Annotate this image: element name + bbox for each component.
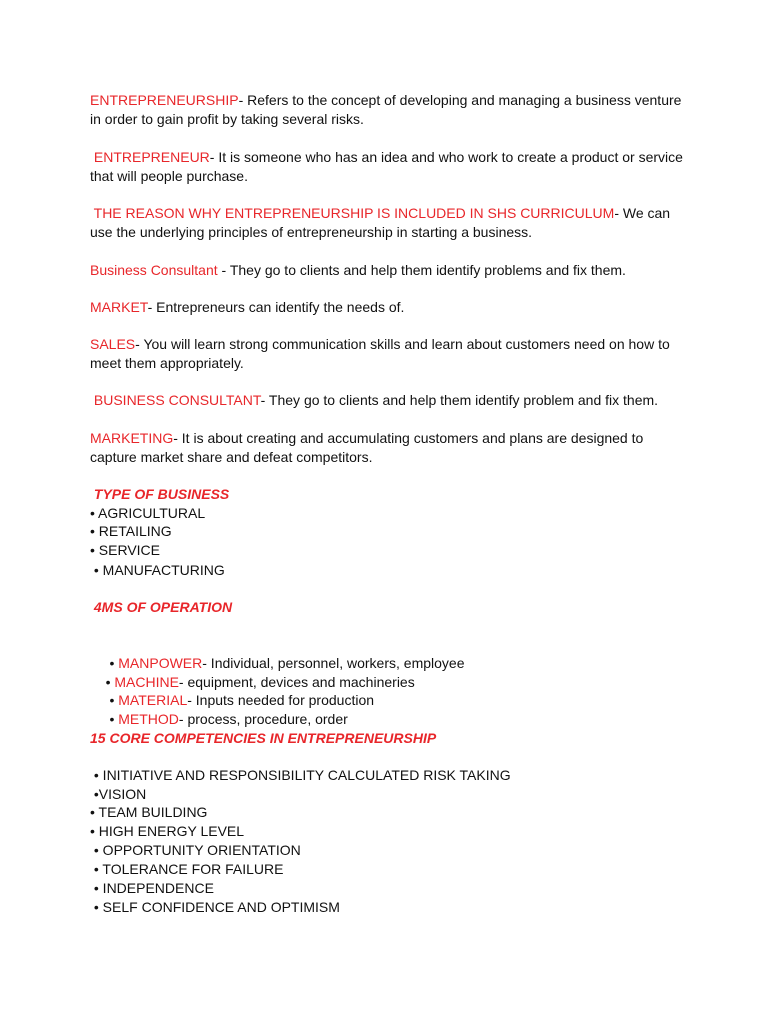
- list-item: • TEAM BUILDING: [90, 804, 208, 820]
- definition-continuation: meet them appropriately.: [90, 355, 244, 371]
- list-item: • RETAILING: [90, 523, 172, 539]
- term-label: SALES: [90, 336, 136, 352]
- term-label: MATERIAL: [118, 692, 188, 708]
- list-item: • SERVICE: [90, 542, 160, 558]
- definition-text: - Entrepreneurs can identify the needs of.: [147, 299, 405, 315]
- list-item: • INITIATIVE AND RESPONSIBILITY CALCULATED RISK TAKING: [90, 767, 511, 783]
- definition-text: - Refers to the concept of developing and managing a business venture: [238, 92, 682, 108]
- definition-text: - equipment, devices and machineries: [178, 674, 415, 690]
- term-label: METHOD: [118, 711, 179, 727]
- definition-text: - It is someone who has an idea and who work to create a product or service: [209, 149, 683, 165]
- section-heading-4ms: 4MS OF OPERATION: [90, 599, 233, 615]
- term-label: MANPOWER: [118, 655, 203, 671]
- list-item: • SELF CONFIDENCE AND OPTIMISM: [90, 899, 340, 915]
- term-label: MARKETING: [90, 430, 174, 446]
- definition-continuation: in order to gain profit by taking several risks.: [90, 111, 364, 127]
- term-label: BUSINESS CONSULTANT: [90, 392, 261, 408]
- definition-text: - Individual, personnel, workers, employee: [202, 655, 465, 671]
- definition-text: - You will learn strong communication skills and learn about customers need on how to: [135, 336, 670, 352]
- definition-reason-shs: [90, 204, 670, 223]
- list-item: • AGRICULTURAL: [90, 505, 206, 521]
- definition-business-consultant: [90, 261, 626, 280]
- section-heading-type-of-business: TYPE OF BUSINESS: [90, 486, 230, 502]
- definition-business-consultant-2: [90, 391, 658, 410]
- definition-text: - It is about creating and accumulating customers and plans are designed to: [173, 430, 644, 446]
- list-item: • HIGH ENERGY LEVEL: [90, 823, 245, 839]
- list-item-material: [90, 672, 375, 708]
- list-item-method: [90, 691, 348, 727]
- definition-continuation: capture market share and defeat competitors.: [90, 449, 373, 465]
- list-item: • MANUFACTURING: [90, 562, 225, 578]
- list-item: •VISION: [90, 786, 147, 802]
- definition-text: - They go to clients and help them identify problem and fix them.: [260, 392, 659, 408]
- definition-text: - We can: [614, 205, 671, 221]
- bullet: •: [105, 692, 119, 708]
- list-item: • OPPORTUNITY ORIENTATION: [90, 842, 301, 858]
- definition-entrepreneurship: [90, 91, 681, 110]
- definition-text: - Inputs needed for production: [187, 692, 375, 708]
- term-label: ENTREPRENEUR: [90, 149, 210, 165]
- term-label: Business Consultant: [90, 262, 218, 278]
- definition-text: - They go to clients and help them identify problems and fix them.: [217, 262, 626, 278]
- definition-sales: [90, 335, 670, 354]
- definition-text: - process, procedure, order: [178, 711, 348, 727]
- definition-entrepreneur: [90, 148, 683, 167]
- definition-market: [90, 298, 404, 317]
- bullet: •: [105, 711, 119, 727]
- term-label: MACHINE: [114, 674, 179, 690]
- bullet: •: [105, 655, 119, 671]
- list-item: • TOLERANCE FOR FAILURE: [90, 861, 284, 877]
- section-heading-core-competencies: 15 CORE COMPETENCIES IN ENTREPRENEURSHIP: [90, 730, 437, 746]
- list-item-manpower: [90, 635, 465, 671]
- term-label: THE REASON WHY ENTREPRENEURSHIP IS INCLUDED IN SHS CURRICULUM: [90, 205, 615, 221]
- term-label: MARKET: [90, 299, 148, 315]
- list-item: • INDEPENDENCE: [90, 880, 214, 896]
- bullet: •: [105, 674, 115, 690]
- definition-continuation: use the underlying principles of entrepreneurship in starting a business.: [90, 224, 533, 240]
- definition-marketing: [90, 429, 643, 448]
- list-item-machine: [90, 654, 415, 690]
- term-label: ENTREPRENEURSHIP: [90, 92, 239, 108]
- definition-continuation: that will people purchase.: [90, 168, 248, 184]
